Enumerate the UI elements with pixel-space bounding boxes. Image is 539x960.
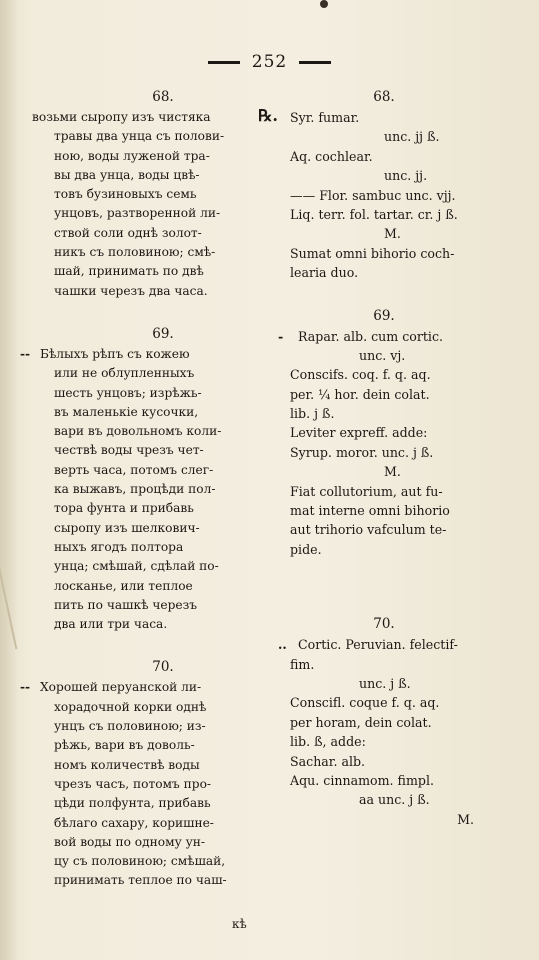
- prescription-line: learia duo.: [290, 265, 359, 281]
- prescription-line: fim.: [290, 656, 315, 672]
- text-line: шесть унцовъ; изрѣжь-: [54, 385, 202, 400]
- prescription-line: Aqu. cinnamom. fimpl.: [290, 772, 434, 788]
- prescription-line: aut trihorio vafculum te-: [290, 522, 447, 538]
- prescription-line: Leviter expreff. adde:: [290, 425, 428, 441]
- page-fold-shadow: [0, 0, 18, 960]
- margin-mark: --: [20, 680, 31, 695]
- prescription-line: unc. j ß.: [359, 675, 411, 691]
- text-line: ныхъ ягодъ полтора: [54, 539, 184, 554]
- line-text: Cortic. Peruvian. felectif-: [298, 637, 458, 653]
- section-number: 68.: [152, 89, 174, 105]
- text-line: унца; смѣшай, сдѣлай по-: [54, 559, 219, 574]
- text-line: два или три часа.: [54, 617, 168, 632]
- prescription-line: Syrup. moror. unc. j ß.: [290, 444, 434, 460]
- prescription-line: unc. vj.: [359, 347, 406, 363]
- text-line: бѣлаго сахару, коришне-: [54, 815, 214, 830]
- text-line: хорадочной корки однѣ: [54, 699, 207, 714]
- prescription-line: per horam, dein colat.: [290, 714, 432, 730]
- text-line: номъ количествѣ воды: [54, 757, 200, 772]
- prescription-line: Sumat omni bihorio coch-: [290, 245, 455, 261]
- section-number: 69.: [152, 325, 174, 342]
- prescription-line: lib. j ß.: [290, 406, 335, 422]
- line-text: Бѣлыхъ рѣпъ съ кожею: [40, 346, 190, 361]
- text-line: вой воды по одному ун-: [54, 834, 206, 849]
- margin-mark: ..: [278, 637, 287, 653]
- text-line: ствой соли однѣ золот-: [54, 225, 202, 240]
- prescription-line: M.: [384, 464, 401, 480]
- prescription-line: Conscifs. coq. f. q. aq.: [290, 367, 431, 383]
- prescription-line: Fiat collutorium, aut fu-: [290, 483, 443, 499]
- text-line: въ маленькіе кусочки,: [54, 404, 199, 419]
- margin-mark: -: [278, 328, 284, 344]
- text-line: ною, воды луженой тра-: [54, 148, 210, 163]
- section-number: 70.: [152, 659, 174, 676]
- prescription-line: [264, 327, 504, 346]
- prescription-line: Conscifl. coque f. q. aq.: [290, 695, 440, 711]
- prescription-line: Aq. cochlear.: [290, 148, 373, 164]
- text-line: товъ бузиновыхъ семь: [54, 187, 197, 202]
- text-line: [20, 678, 254, 697]
- text-line: рѣжь, вари въ доволь-: [54, 738, 195, 753]
- section-number: 68.: [373, 89, 395, 105]
- prescription-line: pide.: [290, 541, 322, 557]
- prescription-line: per. ¼ hor. dein colat.: [290, 386, 430, 402]
- text-line: унцовъ, разтворенной ли-: [54, 206, 221, 221]
- margin-mark: --: [20, 346, 31, 361]
- text-line: чрезъ часъ, потомъ про-: [54, 776, 212, 791]
- line-text: Хорошей перуанской ли-: [40, 680, 202, 695]
- text-line: унцъ съ половиною; из-: [54, 719, 206, 734]
- prescription-line: aa unc. j ß.: [359, 792, 430, 808]
- section-number: 69.: [373, 307, 395, 324]
- text-line: никъ съ половиною; смѣ-: [54, 245, 216, 260]
- prescription-line: Liq. terr. fol. tartar. cr. j ß.: [290, 206, 458, 222]
- text-line: лосканье, или теплое: [54, 578, 193, 593]
- prescription-line: lib. ß, adde:: [290, 734, 366, 750]
- text-line: чествѣ воды чрезъ чет-: [54, 443, 204, 458]
- text-line: возьми сыропу изъ чистяка: [32, 110, 211, 124]
- header-rule-right: [299, 61, 331, 64]
- text-line: цѣди полфунта, прибавь: [54, 796, 211, 811]
- text-line: или не облупленныхъ: [54, 366, 195, 381]
- text-line: сыропу изъ шелкович-: [54, 520, 200, 535]
- text-line: [20, 345, 254, 364]
- page-header: [0, 52, 539, 76]
- prescription-line: M.: [384, 226, 401, 242]
- catchword: кѣ: [232, 917, 247, 931]
- line-text: Rapar. alb. cum cortic.: [298, 328, 444, 344]
- section-number: 70.: [373, 616, 395, 633]
- header-rule-left: [208, 61, 240, 64]
- text-line: чашки черезъ два часа.: [54, 283, 208, 298]
- ink-blot: [320, 0, 328, 8]
- prescription-sign: ℞.: [258, 106, 278, 125]
- prescription-line: unc. jj ß.: [384, 129, 440, 145]
- prescription-line: [264, 635, 504, 654]
- text-line: тора фунта и прибавь: [54, 501, 194, 516]
- text-line: верть часа, потомъ слег-: [54, 462, 214, 477]
- prescription-line: —— Flor. sambuc unc. vjj.: [290, 187, 456, 203]
- prescription-line: M.: [457, 811, 474, 827]
- text-line: вы два унца, воды цвѣ-: [54, 167, 200, 182]
- text-line: вари въ довольномъ коли-: [54, 424, 222, 439]
- prescription-line: unc. jj.: [384, 168, 428, 184]
- russian-text-column: [20, 88, 254, 891]
- prescription-line: Syr. fumar.: [290, 110, 360, 125]
- page-number: 252: [251, 52, 288, 72]
- text-line: шай, принимать по двѣ: [54, 264, 204, 279]
- text-line: ка выжавъ, процѣди пол-: [54, 482, 216, 497]
- text-line: цу съ половиною; смѣшай,: [54, 854, 226, 869]
- text-line: травы два унца съ полови-: [54, 129, 225, 144]
- latin-prescription-column: [264, 88, 504, 829]
- text-line: пить по чашкѣ черезъ: [54, 597, 198, 612]
- text-line: принимать теплое по чаш-: [54, 873, 227, 888]
- prescription-line: Sachar. alb.: [290, 753, 366, 769]
- prescription-line: mat interne omni bihorio: [290, 503, 450, 519]
